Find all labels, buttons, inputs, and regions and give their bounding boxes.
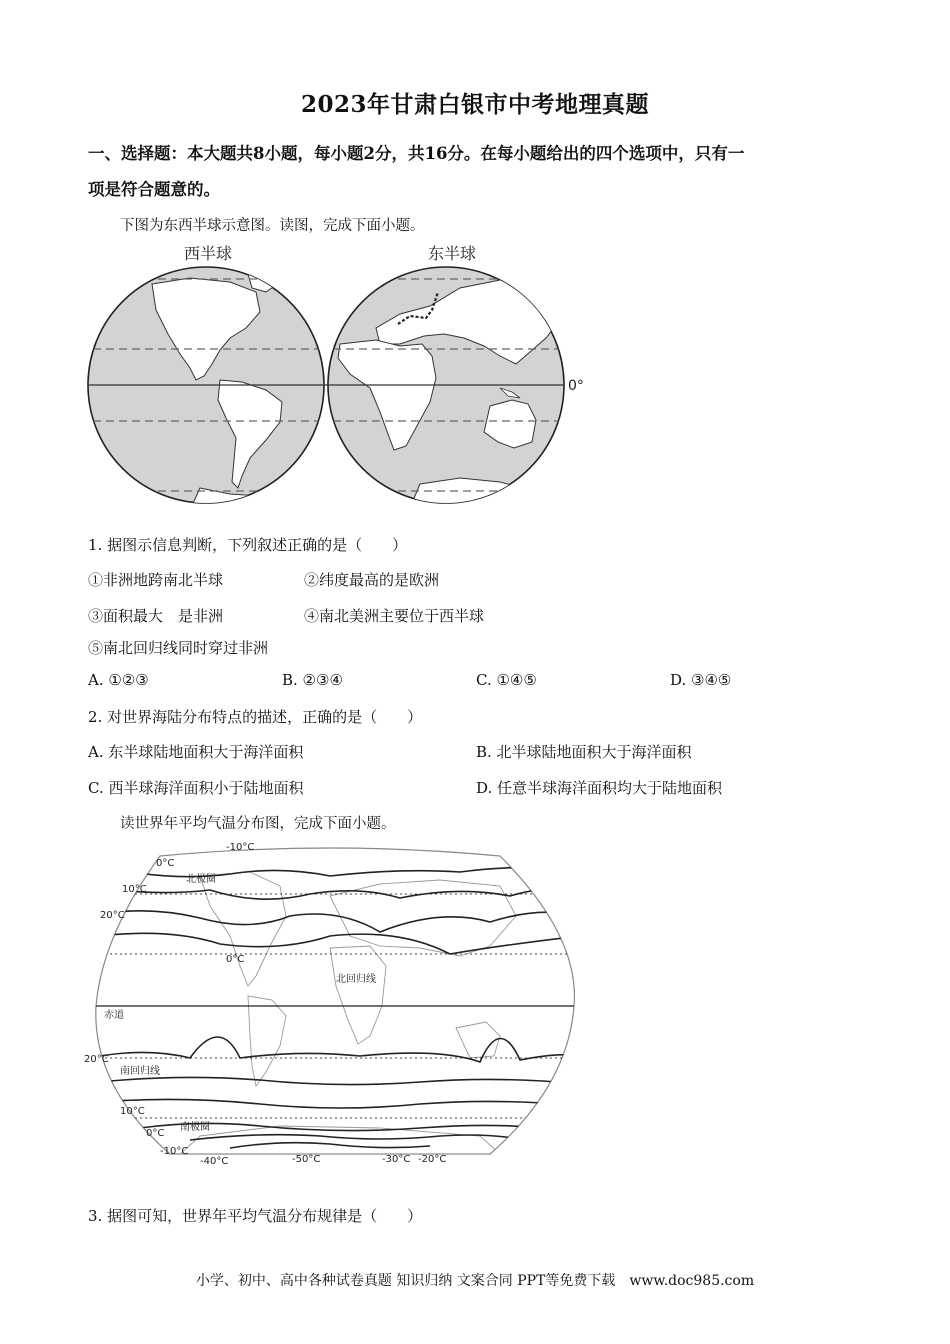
isotherm-label: -10°C (226, 842, 255, 853)
isotherm-label: -40°C (200, 1156, 229, 1167)
west-hemisphere-label: 西半球 (183, 244, 233, 263)
q1-statement: ⑤南北回归线同时穿过非洲 (88, 639, 269, 657)
q2-option-a[interactable]: A. 东半球陆地面积大于海洋面积 (88, 743, 304, 761)
tropic-of-cancer-label: 北回归线 (336, 974, 376, 985)
isotherm-label: 0°C (226, 954, 245, 965)
q1-statement: ②纬度最高的是欧洲 (304, 571, 440, 589)
q1-statement: ①非洲地跨南北半球 (88, 571, 224, 589)
equator-label: 0° (568, 378, 584, 394)
east-hemisphere (320, 267, 580, 508)
q1-option-b[interactable]: B. ②③④ (282, 671, 343, 689)
hemispheres-figure (80, 238, 600, 510)
q3-stem: 3. 据图可知，世界年平均气温分布规律是（ ） (88, 1207, 423, 1225)
q1-option-c[interactable]: C. ①④⑤ (476, 671, 537, 689)
q2-option-d[interactable]: D. 任意半球海洋面积均大于陆地面积 (476, 779, 723, 797)
east-hemisphere-label: 东半球 (427, 244, 477, 263)
q2-option-c[interactable]: C. 西半球海洋面积小于陆地面积 (88, 779, 304, 797)
equator-label: 赤道 (104, 1010, 124, 1021)
tropic-of-capricorn-label: 南回归线 (120, 1066, 160, 1077)
isotherm-label: 10°C (120, 1106, 145, 1117)
q1-stem: 1. 据图示信息判断，下列叙述正确的是（ ） (88, 536, 408, 554)
west-hemisphere (80, 267, 340, 510)
section-heading-line2: 项是符合题意的。 (88, 180, 220, 199)
figure1-intro: 下图为东西半球示意图。读图，完成下面小题。 (120, 218, 425, 234)
isotherm-label: 0°C (146, 1128, 165, 1139)
page-title: 2023年甘肃白银市中考地理真题 (300, 91, 649, 118)
page-footer: 小学、初中、高中各种试卷真题 知识归纳 文案合同 PPT等免费下载 www.doc985.com (195, 1273, 755, 1289)
isotherm-label: -30°C (382, 1154, 411, 1165)
antarctic-circle-label: 南极圈 (180, 1122, 210, 1133)
q1-option-a[interactable]: A. ①②③ (88, 671, 149, 689)
isotherm-label: -20°C (418, 1154, 447, 1165)
isotherm-label: -10°C (160, 1146, 189, 1157)
q2-option-b[interactable]: B. 北半球陆地面积大于海洋面积 (476, 743, 692, 761)
q1-option-d[interactable]: D. ③④⑤ (670, 671, 732, 689)
isotherm-label: 20°C (100, 910, 125, 921)
isotherm-label: 0°C (156, 858, 175, 869)
isotherm-label: 10°C (122, 884, 147, 895)
section-heading-line1: 一、选择题：本大题共8小题，每小题2分，共16分。在每小题给出的四个选项中，只有一 (88, 144, 745, 163)
q1-statement: ③面积最大 是非洲 (88, 607, 224, 625)
q2-stem: 2. 对世界海陆分布特点的描述，正确的是（ ） (88, 708, 423, 726)
q1-statement: ④南北美洲主要位于西半球 (304, 607, 485, 625)
isotherm-label: 20°C (84, 1054, 109, 1065)
figure2-intro: 读世界年平均气温分布图，完成下面小题。 (120, 816, 396, 832)
arctic-circle-label: 北极圈 (186, 874, 216, 885)
world-temperature-map (80, 836, 600, 1172)
isotherm-label: -50°C (292, 1154, 321, 1165)
